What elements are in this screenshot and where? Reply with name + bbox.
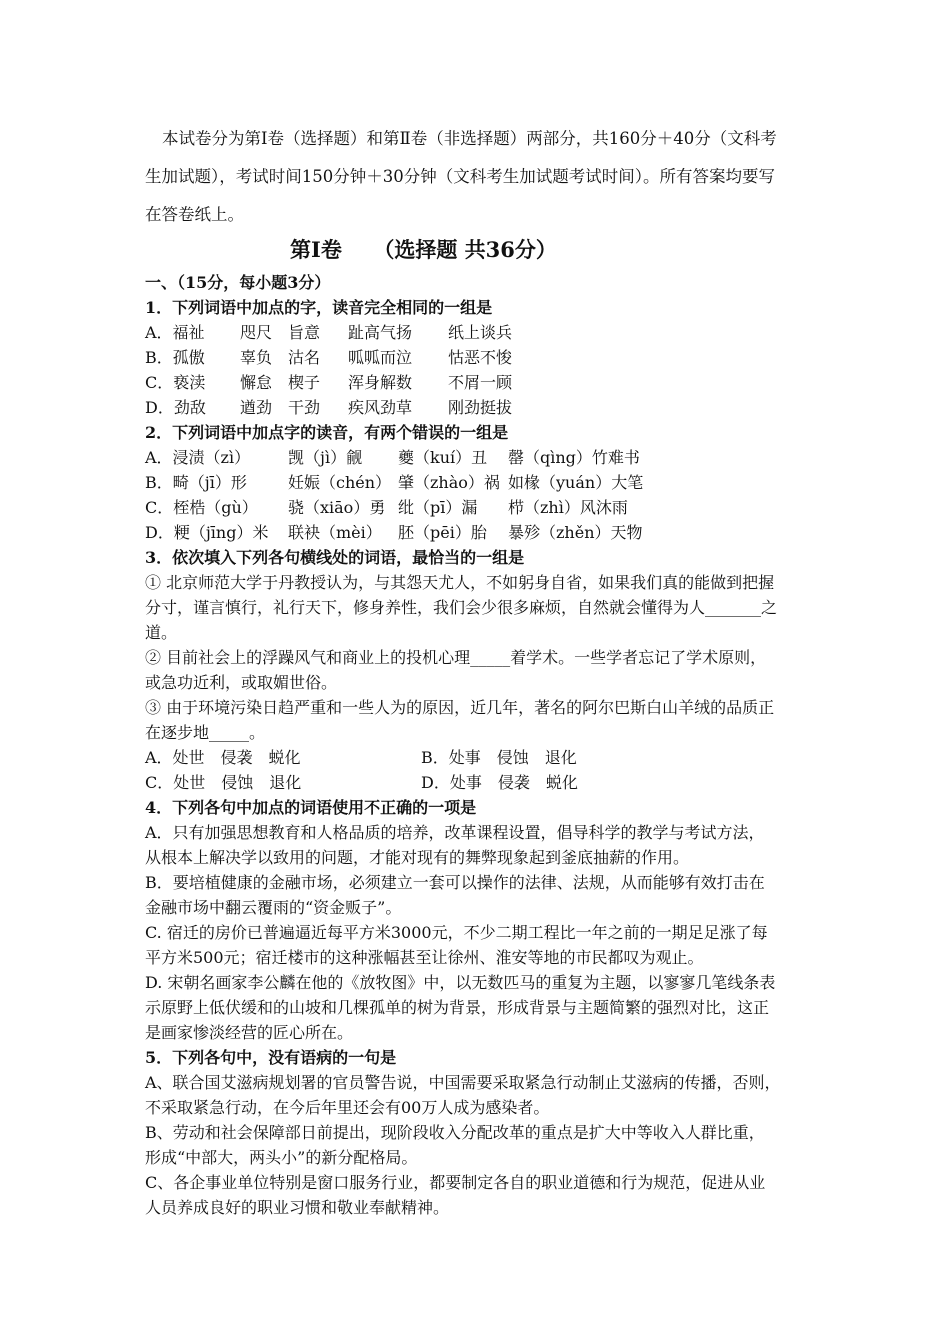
option-word: B．孤傲 <box>145 348 205 367</box>
option-row <box>145 395 825 420</box>
option-line: 不采取紧急行动，在今后年里还会有00万人成为感染者。 <box>145 1098 550 1117</box>
option-word: 干劲 <box>288 398 321 417</box>
option-word: C．亵渎 <box>145 373 206 392</box>
option-row <box>145 445 825 470</box>
option-row <box>145 470 825 495</box>
option-row <box>145 520 825 545</box>
option-word: 如椽（yuán）大笔 <box>508 473 644 492</box>
option-word: A．浸渍（zì） <box>145 448 251 467</box>
question-stem: 3．依次填入下列各句横线处的词语，最恰当的一组是 <box>145 548 525 567</box>
option-row <box>145 345 825 370</box>
option-word: 夔（kuí）丑 <box>398 448 488 467</box>
option-line: 人员养成良好的职业习惯和敬业奉献精神。 <box>145 1198 450 1217</box>
option-line: C. 宿迁的房价已普遍逼近每平方米3000元，不少二期工程比一年之前的一期足足涨了每 <box>145 923 768 942</box>
option-line: A、联合国艾滋病规划署的官员警告说，中国需要采取紧急行动制止艾滋病的传播，否则， <box>145 1073 781 1092</box>
option-word: 骁（xiāo）勇 <box>288 498 386 517</box>
option-word: 楔子 <box>288 373 321 392</box>
option-word: B．畸（jī）形 <box>145 473 247 492</box>
option-word: 咫尺 <box>240 323 273 342</box>
option-line: 金融市场中翻云覆雨的“资金贩子”。 <box>145 898 402 917</box>
option-word: 妊娠（chén） <box>288 473 392 492</box>
instructions <box>145 120 815 234</box>
passage-line: ② 目前社会上的浮躁风气和商业上的投机心理_____着学术。一些学者忘记了学术原则， <box>145 648 767 667</box>
option-line: B、劳动和社会保障部日前提出，现阶段收入分配改革的重点是扩大中等收入人群比重， <box>145 1123 765 1142</box>
option-line: A．只有加强思想教育和人格品质的培养，改革课程设置，倡导科学的教学与考试方法， <box>145 823 765 842</box>
option: B．处事 侵蚀 退化 <box>421 748 577 767</box>
option: D．处事 侵袭 蜕化 <box>421 773 578 792</box>
option-word: 联袂（mèi） <box>288 523 382 542</box>
option-word: D．粳（jīng）米 <box>145 523 269 542</box>
option-line: 平方米500元；宿迁楼市的这种涨幅甚至让徐州、淮安等地的市民都叹为观止。 <box>145 948 704 967</box>
option-word: 不屑一顾 <box>448 373 513 392</box>
option-row <box>145 320 825 345</box>
option-word: 遒劲 <box>240 398 273 417</box>
option-word: 辜负 <box>240 348 273 367</box>
option-word: 肇（zhào）祸 <box>398 473 500 492</box>
question-stem: 4．下列各句中加点的词语使用不正确的一项是 <box>145 798 477 817</box>
questions <box>145 270 825 1220</box>
instructions-line: 在答卷纸上。 <box>145 205 244 224</box>
passage-line: ③ 由于环境污染日趋严重和一些人为的原因，近几年，著名的阿尔巴斯白山羊绒的品质正 <box>145 698 775 717</box>
option-line: 形成“中部大，两头小”的新分配格局。 <box>145 1148 418 1167</box>
instructions-line: 本试卷分为第Ⅰ卷（选择题）和第Ⅱ卷（非选择题）两部分，共160分＋40分（文科考 <box>162 129 777 148</box>
option-line: B．要培植健康的金融市场，必须建立一套可以操作的法律、法规，从而能够有效打击在 <box>145 873 765 892</box>
option-row <box>145 495 825 520</box>
option-word: 暴殄（zhěn）天物 <box>508 523 643 542</box>
option-word: D．劲敌 <box>145 398 206 417</box>
option-word: 纰（pī）漏 <box>398 498 478 517</box>
section-title: 第Ⅰ卷 （选择题 共36分） <box>290 237 557 262</box>
option: A．处世 侵袭 蜕化 <box>145 748 301 767</box>
option-line: C、各企事业单位特别是窗口服务行业，都要制定各自的职业道德和行为规范，促进从业 <box>145 1173 766 1192</box>
option-word: 胚（pēi）胎 <box>398 523 487 542</box>
option-word: C．桎梏（gù） <box>145 498 258 517</box>
passage-line: ① 北京师范大学于丹教授认为，与其怨天尤人，不如躬身自省，如果我们真的能做到把握 <box>145 573 775 592</box>
option-word: 沽名 <box>288 348 321 367</box>
option: C．处世 侵蚀 退化 <box>145 773 302 792</box>
question-stem: 5．下列各句中，没有语病的一句是 <box>145 1048 397 1067</box>
question-stem: 1．下列词语中加点的字，读音完全相同的一组是 <box>145 298 493 317</box>
instructions-line: 生加试题），考试时间150分钟＋30分钟（文科考生加试题考试时间）。所有答案均要写 <box>145 167 775 186</box>
option-row <box>145 770 825 795</box>
option-word: 疾风劲草 <box>348 398 413 417</box>
passage-line: 在逐步地_____。 <box>145 723 266 742</box>
option-word: 刚劲挺拔 <box>448 398 513 417</box>
option-word: 趾高气扬 <box>348 323 413 342</box>
option-word: A．福祉 <box>145 323 205 342</box>
option-word: 栉（zhì）风沐雨 <box>508 498 628 517</box>
option-word: 浑身解数 <box>348 373 413 392</box>
option-row <box>145 370 825 395</box>
option-row <box>145 745 825 770</box>
option-line: 示原野上低伏缓和的山坡和几棵孤单的树为背景，形成背景与主题简繁的强烈对比，这正 <box>145 998 770 1017</box>
option-line: 是画家惨淡经营的匠心所在。 <box>145 1023 354 1042</box>
option-word: 呱呱而泣 <box>348 348 413 367</box>
passage-line: 或急功近利，或取媚世俗。 <box>145 673 338 692</box>
passage-line: 道。 <box>145 623 178 642</box>
option-word: 懈怠 <box>240 373 273 392</box>
option-word: 怙恶不悛 <box>448 348 513 367</box>
option-word: 纸上谈兵 <box>448 323 513 342</box>
option-line: D. 宋朝名画家李公麟在他的《放牧图》中，以无数匹马的重复为主题，以寥寥几笔线条表 <box>145 973 776 992</box>
part-heading: 一、（15分，每小题3分） <box>145 273 331 292</box>
option-word: 旨意 <box>288 323 321 342</box>
option-word: 觊（jì）觎 <box>288 448 363 467</box>
passage-line: 分寸，谨言慎行，礼行天下，修身养性，我们会少很多麻烦，自然就会懂得为人_______之 <box>145 598 778 617</box>
question-stem: 2．下列词语中加点字的读音，有两个错误的一组是 <box>145 423 509 442</box>
option-word: 罄（qìng）竹难书 <box>508 448 640 467</box>
option-line: 从根本上解决学以致用的问题，才能对现有的舞弊现象起到釜底抽薪的作用。 <box>145 848 690 867</box>
